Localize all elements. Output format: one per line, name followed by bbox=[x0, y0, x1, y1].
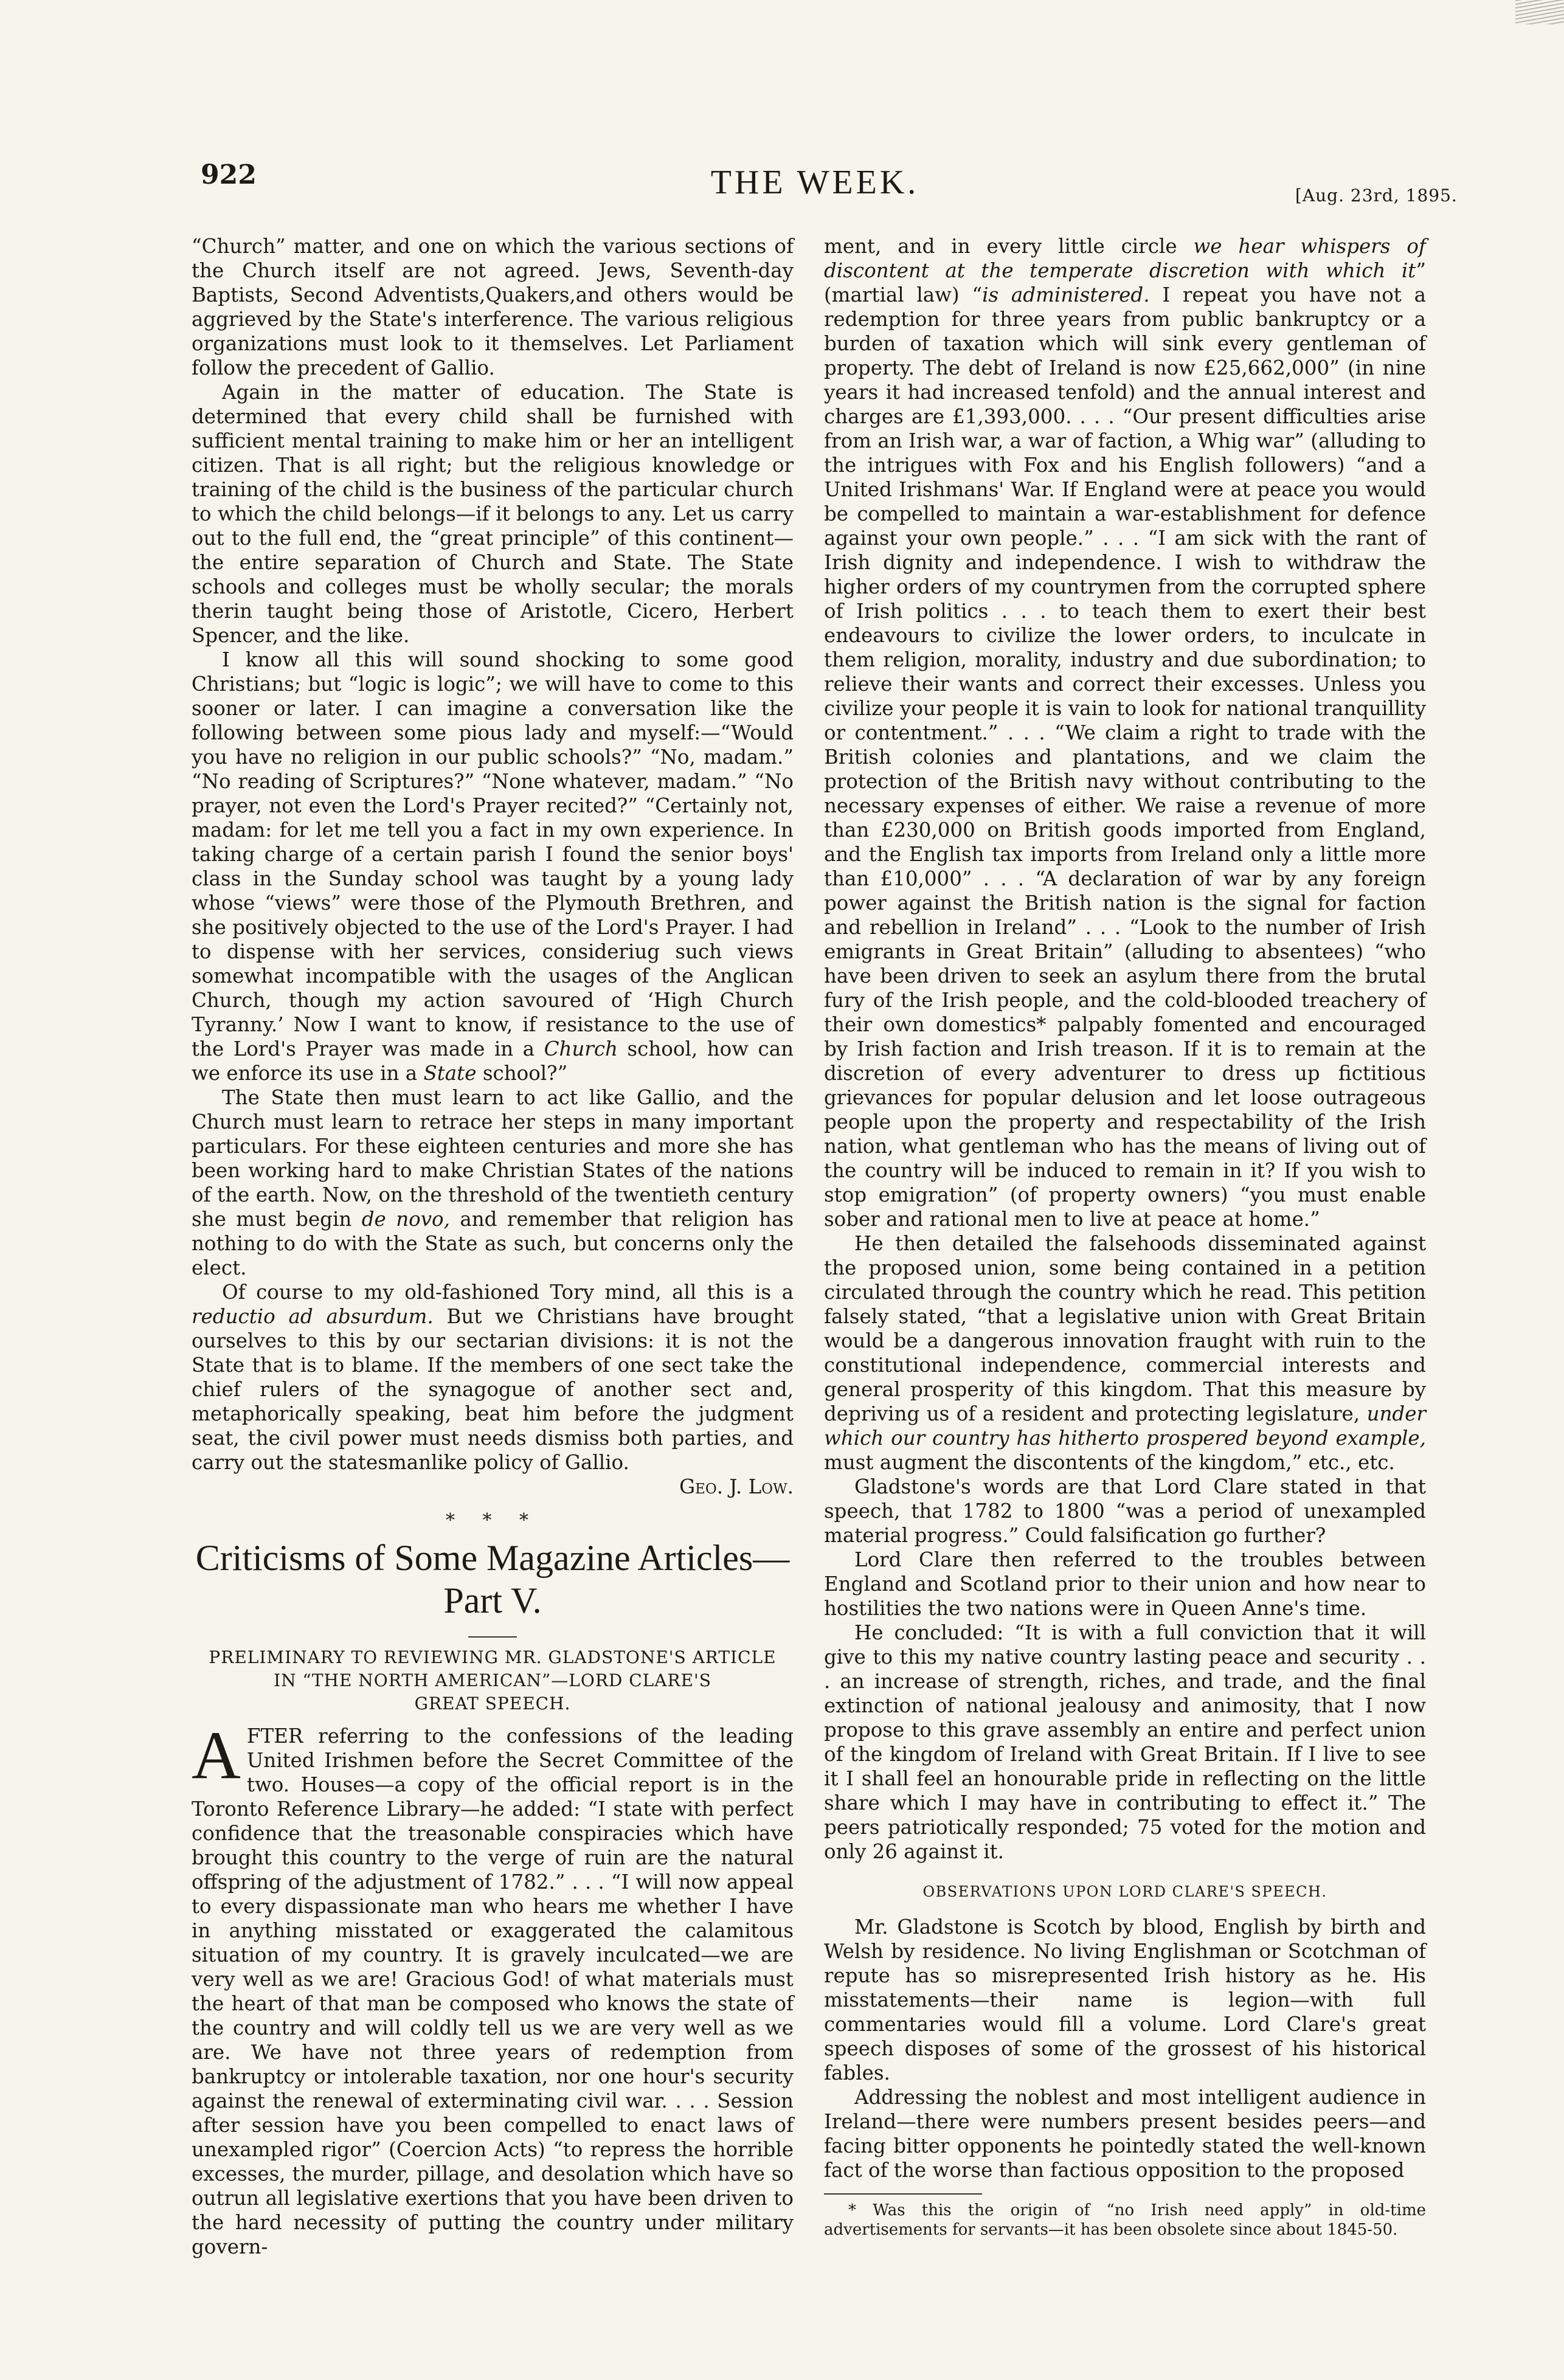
text-run: ment, and in every little circle bbox=[824, 235, 1177, 258]
italic-text: de novo, bbox=[361, 1208, 450, 1231]
paragraph: Again in the matter of education. The State is determined that every child shall be furnished with sufficient mental training to make him or her an intelligent citizen. That is all right; but the religious knowledge or training of the child is the business of the particular church to which the child belongs—if it belongs to any. Let us carry out to the full end, the “great principle” of this continent—the entire separation of Church and State. The State schools and colleges must be wholly secular; the morals therin taught being those of Aristotle, Cicero, Herbert Spencer, and the like. bbox=[192, 381, 794, 647]
text-run: I know all this will sound shocking to some good Christians; but “logic is logic”; we will have to come to this sooner or later. I can imagine a conversation like the following between some pious lady and myself:—“Would you have no religion in our public schools?” “No, madam.” “No reading of Scriptures?” “None whatever, madam.” “No prayer, not even the Lord's Prayer recited?” “Certainly not, madam: for let me tell you a fact in my own experience. In taking charge of a certain parish I found the senior boys' class in the Sunday school was taught by a young lady whose “views” were those of the Plymouth Brethren, and she positively objected to the use of the Lord's Prayer. I had to dispense with her services, consideriug such views somewhat incompatible with the usages of the Anglican Church, though my action savoured of ‘High Church Tyranny.’ Now I want to know, if resistance to the use of the Lord's Prayer was made in a bbox=[192, 648, 794, 1060]
page-number: 922 bbox=[201, 159, 257, 190]
article-title-line: Part V. bbox=[443, 1580, 542, 1621]
italic-text: under which our country has hitherto prospered beyond example, bbox=[824, 1402, 1426, 1450]
paragraph: “Church” matter, and one on which the various sections of the Church itself are not agreed. Jews, Seventh-day Baptists, Second Adventists,Quakers,and others would be aggrieved by the State's interference. The various religious organizations must look to it themselves. Let Parliament follow the precedent of Gallio. bbox=[192, 235, 794, 379]
paragraph: Addressing the noblest and most intelligent audience in Ireland—there were numbers present besides peers—and facing bitter opponents he pointedly stated the well-known fact of the worse than factious opposition to the proposed bbox=[824, 2086, 1426, 2182]
text-run: The State then must learn to act like Gallio, and the Church must learn to retrace her steps in many important particulars. For these eighteen centuries and more she has been working hard to make Christian States of the nations of the earth. Now, on the threshold of the twentieth century she must begin bbox=[192, 1086, 794, 1231]
text-run: ” (martial law) “ bbox=[824, 259, 1426, 306]
masthead: THE WEEK. bbox=[710, 164, 919, 201]
paragraph bbox=[192, 648, 794, 1085]
paragraph bbox=[192, 1085, 794, 1280]
paragraph bbox=[824, 1231, 1426, 1475]
footnote: * Was this the origin of “no Irish need apply” in old-time advertisements for servants—it has been obsolete since about 1845-50. bbox=[824, 2201, 1426, 2239]
text-run: But we Christians have brought ourselves to this by our sectarian divisions: it is not the State that is to blame. If the members of one sect take the chief rulers of the synagogue of another sect and, metaphorically speaking, beat him before the judgment seat, the civil power must needs dismiss both parties, and carry out the statesmanlike policy of Gallio. bbox=[192, 1305, 794, 1474]
text-run: FTER referring to the confessions of the leading United Irishmen before the Secret Committee of the two. Houses—a copy of the official report is in the Toronto Reference Library—he added: “I state with perfect confidence that the treasonable conspiracies which have brought this country to the verge of ruin are the natural offspring of the adjustment of 1782.” . . . “I will now appeal to every dispassionate man who hears me whether I have in anything misstated or exaggerated the calamitous situation of my country. It is gravely inculcated—we are very well as we are! Gracious God! of what materials must the heart of that man be composed who knows the state of the country and will coldly tell us we are very well as we are. We have not three years of redemption from bankruptcy or intolerable taxation, nor one hour's security against the renewal of exterminating civil war. . . . Session after session have you been compelled to enact laws of unexampled rigor” (Coercion Acts) “to repress the horrible excesses, the murder, pillage, and desolation which have so outrun all legislative exertions that you have been driven to the hard necessity of putting the country under military govern- bbox=[192, 1724, 794, 2258]
italic-text: State bbox=[423, 1062, 477, 1085]
subheading-line: IN “THE NORTH AMERICAN”—LORD CLARE'S bbox=[274, 1670, 711, 1690]
italic-text: reductio ad absurdum. bbox=[192, 1305, 434, 1328]
paragraph bbox=[192, 1280, 794, 1475]
text-run: must augment the discontents of the kingdom,” etc., etc. bbox=[824, 1451, 1395, 1474]
text-run: school?” bbox=[482, 1062, 568, 1085]
right-column bbox=[824, 234, 1426, 2240]
article-title bbox=[192, 1537, 794, 1622]
paragraph bbox=[824, 234, 1426, 1231]
section-heading: OBSERVATIONS UPON LORD CLARE'S SPEECH. bbox=[922, 1883, 1327, 1900]
text-run: and remember that religion has nothing to do with the State as such, but concerns only the elect. bbox=[192, 1208, 794, 1279]
italic-text: Church bbox=[544, 1037, 618, 1060]
signature-text: Geo. J. Low. bbox=[679, 1475, 794, 1498]
page-header bbox=[0, 0, 1564, 231]
paragraph bbox=[192, 1718, 794, 2259]
subheading-line: PRELIMINARY TO REVIEWING MR. GLADSTONE'S ARTICLE bbox=[209, 1647, 777, 1667]
paragraph: Gladstone's words are that Lord Clare stated in that speech, that 1782 to 1800 “was a period of unexampled material progress.” Could falsification go further? bbox=[824, 1475, 1426, 1547]
section-divider-stars: * * * bbox=[445, 1510, 540, 1531]
italic-text: we hear whispers of discontent at the temperate discretion with which it bbox=[824, 235, 1426, 282]
author-signature bbox=[192, 1475, 794, 1499]
article-subheading bbox=[192, 1646, 794, 1715]
paragraph: Mr. Gladstone is Scotch by blood, English by birth and Welsh by residence. No living Englishman or Scotchman of repute has so misrepresented Irish history as he. His misstatements—their name is legion—with full commentaries would fill a volume. Lord Clare's great speech disposes of some of the grossest of his historical fables. bbox=[824, 1915, 1426, 2084]
italic-text: is administered. bbox=[982, 283, 1150, 306]
text-run: Of course to my old-fashioned Tory mind, all this is a bbox=[222, 1281, 794, 1304]
title-rule bbox=[468, 1636, 517, 1638]
article-title-line: Criticisms of Some Magazine Articles— bbox=[195, 1538, 790, 1578]
text-run: He then detailed the falsehoods disseminated against the proposed union, some being contained in a petition circulated through the country which he read. This petition falsely stated, “that a legislative union with Great Britain would be a dangerous innovation fraught with ruin to the constitutional independence, commercial interests and general prosperity of this kingdom. That this measure by depriving us of a resident and protecting legislature, bbox=[824, 1232, 1426, 1425]
paragraph: Lord Clare then referred to the troubles between England and Scotland prior to their union and how near to hostilities the two nations were in Queen Anne's time. bbox=[824, 1548, 1426, 1620]
drop-cap: A bbox=[192, 1718, 241, 1793]
footnote-rule bbox=[824, 2193, 982, 2195]
left-column bbox=[192, 234, 794, 2259]
subheading-line: GREAT SPEECH. bbox=[414, 1693, 571, 1714]
dateline: [Aug. 23rd, 1895. bbox=[1295, 185, 1458, 206]
paragraph: He concluded: “It is with a full conviction that it will give to this my native country lasting peace and security . . . an increase of strength, riches, and trade, and the final extinction of national jealousy and animosity, that I now propose to this grave assembly an entire and perfect union of the kingdom of Ireland with Great Britain. If I live to see it I shall feel an honourable pride in reflecting on the little share which I may have in contributing to effect it.” The peers patriotically responded; 75 voted for the motion and only 26 against it. bbox=[824, 1621, 1426, 1863]
text-run: I repeat you have not a redemption for three years from public bankruptcy or a burden of taxation which will sink every gentleman of property. The debt of Ireland is now £25,662,000” (in nine years it had increased tenfold) and the annual interest and charges are £1,393,000. . . . “Our present difficulties arise from an Irish war, a war of faction, a Whig war” (alluding to the intrigues with Fox and his English followers) “and a United Irishmans' War. If England were at peace you would be compelled to maintain a war-establishment for defence against your own people.” . . . “I am sick with the rant of Irish dignity and independence. I wish to withdraw the higher orders of my countrymen from the corrupted sphere of Irish politics . . . to teach them to exert their best endeavours to civilize the lower orders, to inculcate in them religion, morality, industry and due subordination; to relieve their wants and correct their excesses. Unless you civilize your people it is vain to look for national tranquillity or contentment.” . . . “We claim a right to trade with the British colonies and plantations, and we claim the protection of the British navy without contributing to the necessary expenses of either. We raise a revenue of more than £230,000 on British goods imported from England, and the English tax imports from Ireland only a little more than £10,000” . . . “A declaration of war by any foreign power against the British nation is the signal for faction and rebellion in Ireland” . . . “Look to the number of Irish emigrants in Great Britain” (alluding to absentees) “who have been driven to seek an asylum there from the brutal fury of the Irish people, and the cold-blooded treachery of their own domestics* palpably fomented and encouraged by Irish faction and Irish treason. If it is to remain at the discretion of every adventurer to dress up fictitious grievances for popular delusion and let loose outrageous people upon the property and respectability of the Irish nation, what gentleman who has the means of living out of the country will be induced to remain in it? If you wish to stop emigration” (of property owners) “you must enable sober and rational men to live at peace at home.” bbox=[824, 283, 1426, 1231]
text-run: school, how can we enforce its use in a bbox=[192, 1037, 794, 1085]
